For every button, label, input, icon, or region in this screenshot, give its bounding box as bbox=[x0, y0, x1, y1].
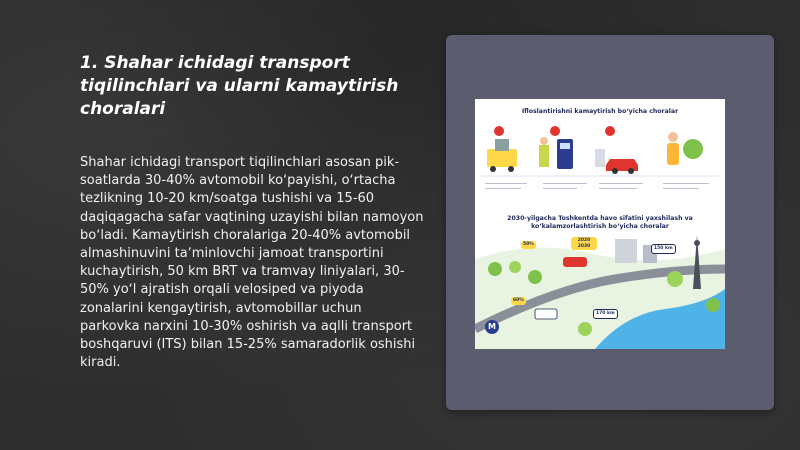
person-tree-icon bbox=[667, 132, 703, 165]
truck-icon bbox=[487, 139, 517, 172]
slide-title: 1. Shahar ichidagi transport tiqilinchlari va ularni kamaytirish choralari bbox=[80, 53, 399, 119]
infographic-heading: Ifloslantirishni kamaytirish boʻyicha choralar bbox=[521, 108, 679, 115]
bus-icon bbox=[535, 309, 557, 319]
slide-body-text: Shahar ichidagi transport tiqilinchlari asosan pik-soatlarda 30-40% avtomobil koʻpayishi, oʻrtacha tezlikning 10-20 km/soatga tushishi va 15-60 daqiqagacha safar vaqtining uzayishi bilan namoyon boʻladi. Kamaytirish choralariga 20-40% avtomobil almashinuvini taʼminlovchi jamoat transportini kuchaytirish, 50 km BRT va tramvay liniyalari, 30-50% yoʻl ajratish orqali velosiped va piyoda zonalarini kengaytirish, avtomobillar uchun parkovka narxini 10-30% oshirish va aqlli transport boshqaruvi (ITS) bilan 15-25% samaradorlik oshishi kiradi. bbox=[80, 155, 424, 371]
badge-60-percent: 60% bbox=[513, 298, 524, 303]
fuel-pump-icon bbox=[557, 139, 573, 169]
red-circle-icon-2 bbox=[550, 126, 560, 136]
infographic-subheading: 2030-yilgacha Toshkentda havo sifatini yaxshilash va koʻkalamzorlashtirish boʻyicha choralar bbox=[507, 215, 693, 230]
red-circle-icon-3 bbox=[605, 126, 615, 136]
badge-170-km: 170 km bbox=[593, 309, 618, 319]
badge-50-percent: 50% bbox=[523, 242, 534, 247]
charging-car-icon bbox=[595, 149, 638, 174]
tram-icon bbox=[563, 257, 587, 267]
red-circle-icon-1 bbox=[494, 126, 504, 136]
infographic-logo: M bbox=[485, 320, 499, 334]
badge-2020-2030: 2020 2030 bbox=[571, 237, 597, 250]
infographic-city-map bbox=[475, 219, 725, 349]
worker-icon bbox=[539, 137, 549, 167]
infographic-top-illustrations bbox=[475, 99, 725, 209]
badge-150-km: 150 km bbox=[651, 244, 676, 254]
infographic-image bbox=[475, 99, 725, 349]
